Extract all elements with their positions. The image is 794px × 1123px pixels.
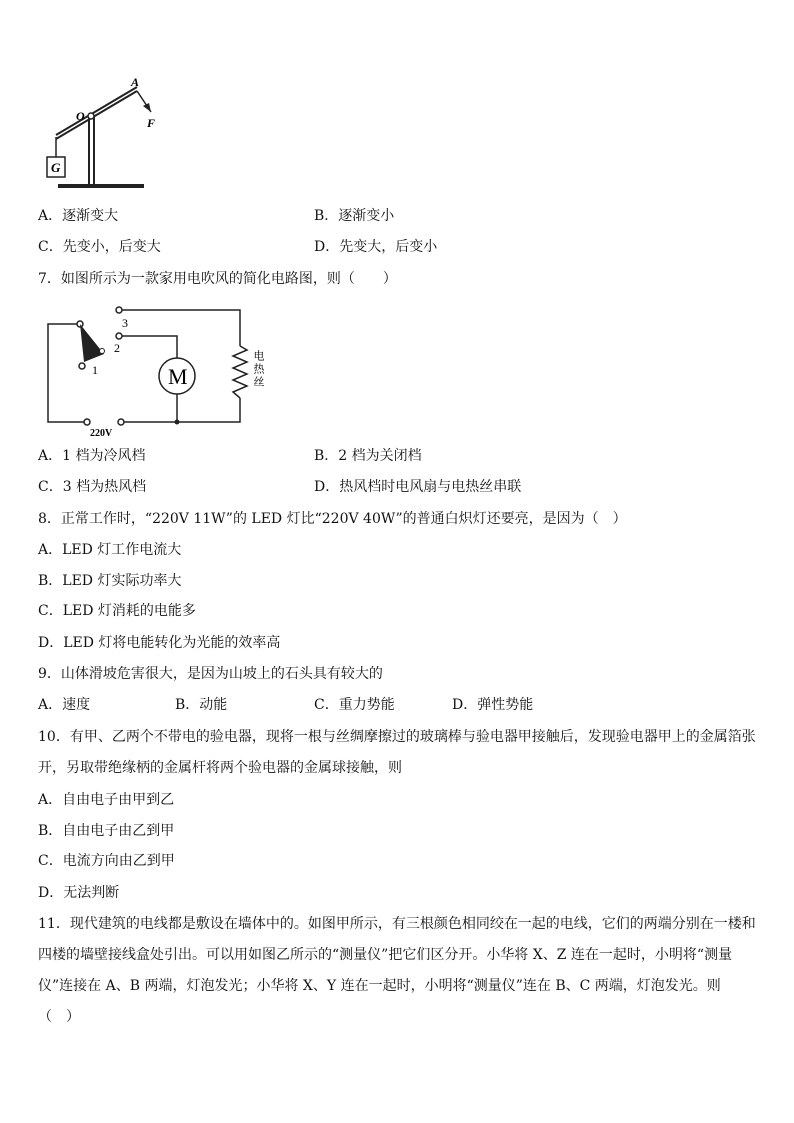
plug-terminal [84, 419, 90, 425]
motor-label: M [168, 364, 188, 389]
terminal-3 [116, 307, 122, 313]
q10-stem: 10．有甲、乙两个不带电的验电器，现将一根与丝绸摩擦过的玻璃棒与验电器甲接触后，发现验电器甲上的金属箔张 [38, 729, 756, 745]
q8-option-d: D．LED 灯将电能转化为光能的效率高 [38, 635, 281, 651]
junction-dot [175, 420, 180, 425]
q7-option-b: B．2 档为关闭档 [314, 448, 422, 464]
supply-label: 220V [90, 428, 113, 439]
q11-stem: 四楼的墙壁接线盒处引出。可以用如图乙所示的“测量仪”把它们区分开。小华将 X、Z 连在一起时，小明将“测量 [38, 947, 733, 963]
terminal-1-label: 1 [92, 363, 98, 377]
terminal-2-label: 2 [114, 341, 120, 355]
point-a-label: A [131, 75, 140, 89]
weight-label: G [51, 160, 61, 175]
pivot-label: O [76, 109, 85, 123]
plug-terminal [118, 419, 124, 425]
circuit-wire [122, 336, 177, 358]
q11-stem: 仪”连接在 A、B 两端，灯泡发光；小华将 X、Y 连在一起时，小明将“测量仪”连在 B、C 两端，灯泡发光。则 [38, 978, 721, 994]
switch-contact [100, 349, 105, 354]
q9-option-d: D．弹性势能 [452, 697, 534, 713]
q8-option-a: A．LED 灯工作电流大 [38, 542, 182, 558]
q8-option-b: B．LED 灯实际功率大 [38, 573, 182, 589]
q9-stem: 9．山体滑坡危害很大，是因为山坡上的石头具有较大的 [38, 666, 383, 682]
q7-option-a: A．1 档为冷风档 [38, 448, 146, 464]
q9-option-c: C．重力势能 [314, 697, 395, 713]
q6-option-d: D．先变大，后变小 [314, 239, 438, 255]
circuit-wire [122, 310, 240, 346]
selector-switch [80, 324, 104, 362]
q9-option-a: A．速度 [38, 697, 91, 713]
hair-dryer-circuit [40, 300, 280, 440]
heater-resistor [233, 346, 247, 398]
q6-option-b: B．逐渐变小 [314, 208, 395, 224]
force-label: F [147, 116, 156, 130]
terminal-1 [79, 363, 85, 369]
q10-option-d: D．无法判断 [38, 885, 120, 901]
lever-bar [56, 87, 137, 135]
terminal-2 [116, 333, 122, 339]
lever-bar [56, 91, 137, 139]
lever-figure [40, 75, 180, 195]
heater-label: 电热丝 [252, 350, 264, 389]
circuit-wire [124, 398, 240, 422]
pivot-o [88, 113, 94, 119]
q9-option-b: B．动能 [175, 697, 228, 713]
q6-option-c: C．先变小，后变大 [38, 239, 161, 255]
q10-stem: 开，另取带绝缘柄的金属杆将两个验电器的金属球接触，则 [38, 760, 402, 776]
q10-option-b: B．自由电子由乙到甲 [38, 823, 175, 839]
q7-option-d: D．热风档时电风扇与电热丝串联 [314, 479, 522, 495]
q7-option-c: C．3 档为热风档 [38, 479, 147, 495]
terminal-3-label: 3 [122, 316, 128, 330]
circuit-wire [48, 324, 84, 422]
q8-stem: 8．正常工作时，“220V 11W”的 LED 灯比“220V 40W”的普通白炽灯还要亮，是因为（ ） [38, 511, 627, 527]
q11-stem: 11．现代建筑的电线都是敷设在墙体中的。如图甲所示，有三根颜色相同绞在一起的电线，它们的两端分别在一楼和 [38, 916, 756, 932]
q10-option-a: A．自由电子由甲到乙 [38, 792, 175, 808]
q6-option-a: A．逐渐变大 [38, 208, 119, 224]
q8-option-c: C．LED 灯消耗的电能多 [38, 603, 196, 619]
q7-stem: 7．如图所示为一款家用电吹风的简化电路图，则（ ） [38, 271, 397, 287]
q11-stem: （ ） [38, 1009, 80, 1025]
force-arrow-head [143, 103, 151, 112]
q10-option-c: C．电流方向由乙到甲 [38, 853, 175, 869]
